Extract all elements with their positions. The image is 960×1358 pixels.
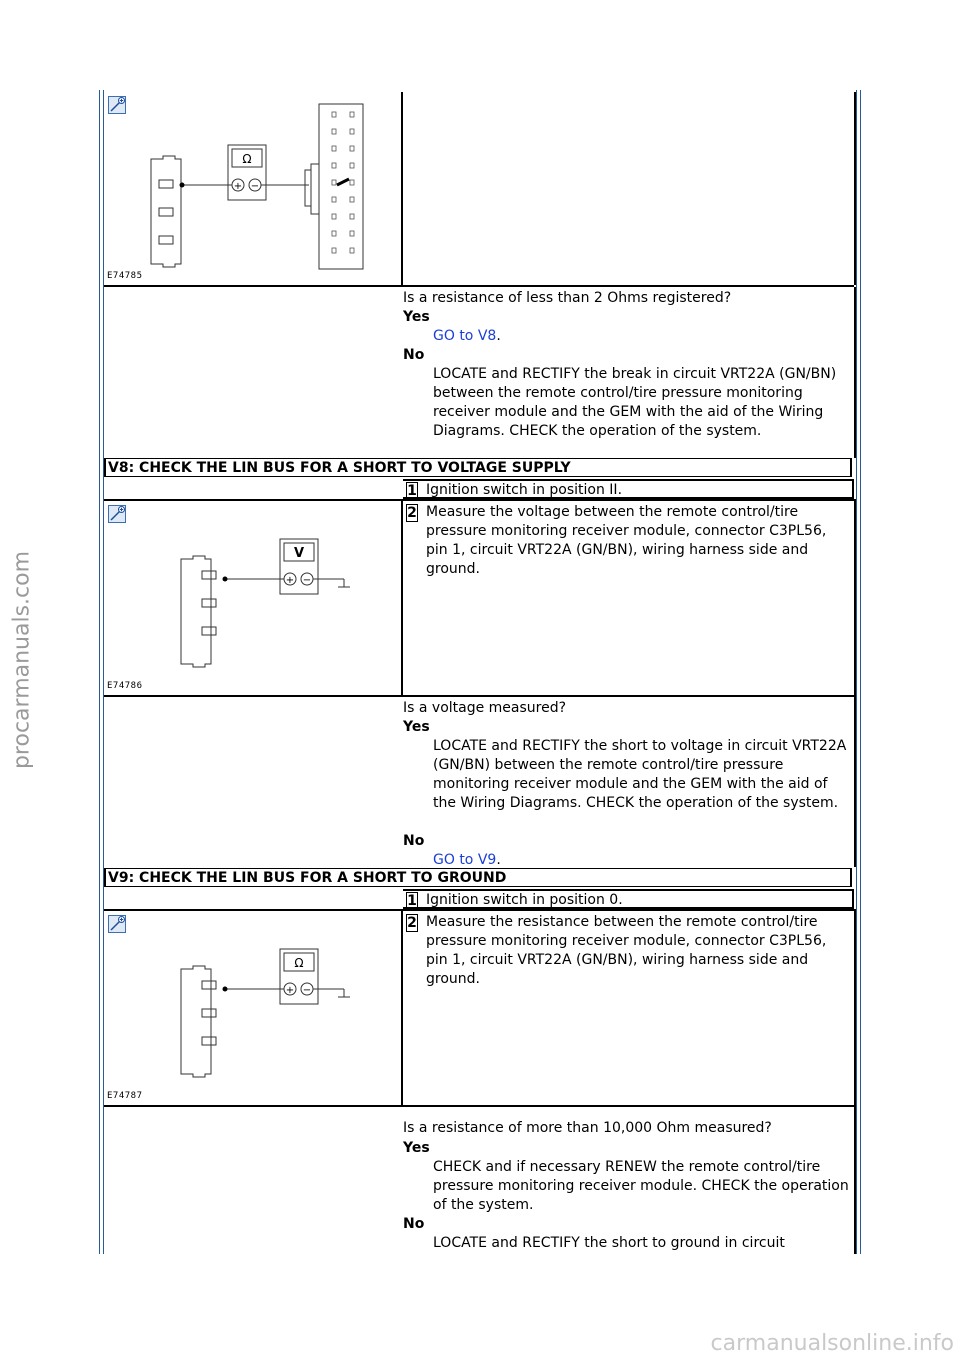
no-label: No [403,347,425,363]
wiring-diagram-voltage [104,501,401,695]
watermark-procarmanuals: procarmanuals.com [9,550,35,770]
yes-instruction: CHECK and if necessary RENEW the remote control/tire pressure monitoring receiver module. CHECK the operation of the system. [433,1159,849,1213]
step-number: 1 [407,483,417,499]
figure-label: E74787 [107,1091,143,1101]
figure-label: E74785 [107,271,143,281]
result-cell: Is a resistance of less than 2 Ohms registered? Yes GO to V8. No LOCATE and RECTIFY the break in circuit VRT22A (GN/BN) between the remote control/tire pressure monitoring receiver module and the GEM with the aid of the Wiring Diagrams. CHECK the operation of the system. [403,287,856,458]
no-label: No [403,833,425,849]
volt-symbol: V [293,546,305,561]
question: Is a resistance of more than 10,000 Ohm measured? [403,1120,772,1136]
svg-text:−: − [250,181,260,192]
svg-text:+: + [285,985,295,996]
yes-label: Yes [403,1140,430,1156]
section-header-v9: V9: CHECK THE LIN BUS FOR A SHORT TO GROUND [104,868,852,887]
yes-label: Yes [403,719,430,735]
question: Is a voltage measured? [403,700,567,716]
svg-text:+: + [285,575,295,586]
go-to-v8-link[interactable]: GO to V8 [433,328,497,344]
result-cell: Is a voltage measured? Yes LOCATE and RECTIFY the short to voltage in circuit VRT22A (GN/BN) between the remote control/tire pressure monitoring receiver module and the GEM with the aid of the Wiring Diagrams. CHECK the operation of the system. No GO to V9. [403,697,856,867]
wiring-diagram-connector-harness [104,92,401,285]
step-text: Ignition switch in position II. [426,482,623,498]
question: Is a resistance of less than 2 Ohms registered? [403,290,732,306]
step-row [403,889,854,909]
svg-text:−: − [302,985,312,996]
step-cell [403,909,856,1107]
no-label: No [403,1216,425,1232]
empty-cell [403,92,856,285]
step-number: 2 [407,505,417,521]
step-text: Measure the resistance between the remote control/tire pressure monitoring receiver module, connector C3PL56, pin 1, circuit VRT22A (GN/BN), wiring harness side and ground. [426,914,827,987]
page-border-right-inner [856,90,857,1254]
section-header-v8: V8: CHECK THE LIN BUS FOR A SHORT TO VOLTAGE SUPPLY [104,458,852,477]
yes-instruction: LOCATE and RECTIFY the short to voltage in circuit VRT22A (GN/BN) between the remote control/tire pressure monitoring receiver module and the GEM with the aid of the Wiring Diagrams. CHECK the operation of the system. [433,738,847,811]
step-text: Ignition switch in position 0. [426,892,623,908]
figure-cell [104,92,403,287]
page-border-right [860,90,861,1254]
figure-cell [104,909,403,1107]
wiring-diagram-ground [104,911,401,1105]
yes-label: Yes [403,309,430,325]
step-cell [403,499,856,697]
watermark-carmanualsonline: carmanualsonline.info [710,1331,954,1356]
svg-text:+: + [233,181,243,192]
figure-label: E74786 [107,681,143,691]
step-row [403,479,854,499]
ohm-symbol: Ω [294,956,304,970]
ohm-symbol: Ω [242,152,252,166]
no-instruction: LOCATE and RECTIFY the break in circuit VRT22A (GN/BN) between the remote control/tire pressure monitoring receiver module and the GEM with the aid of the Wiring Diagrams. CHECK the operation of the system. [433,366,837,439]
page-border-left [99,90,100,1254]
figure-cell [104,499,403,697]
no-instruction: LOCATE and RECTIFY the short to ground in circuit [433,1235,785,1251]
step-number: 2 [407,915,417,931]
result-cell [403,1107,856,1254]
go-to-v9-link[interactable]: GO to V9 [433,852,497,868]
step-number: 1 [407,893,417,909]
svg-text:−: − [302,575,312,586]
step-text: Measure the voltage between the remote control/tire pressure monitoring receiver module, connector C3PL56, pin 1, circuit VRT22A (GN/BN), wiring harness side and ground. [426,504,827,577]
